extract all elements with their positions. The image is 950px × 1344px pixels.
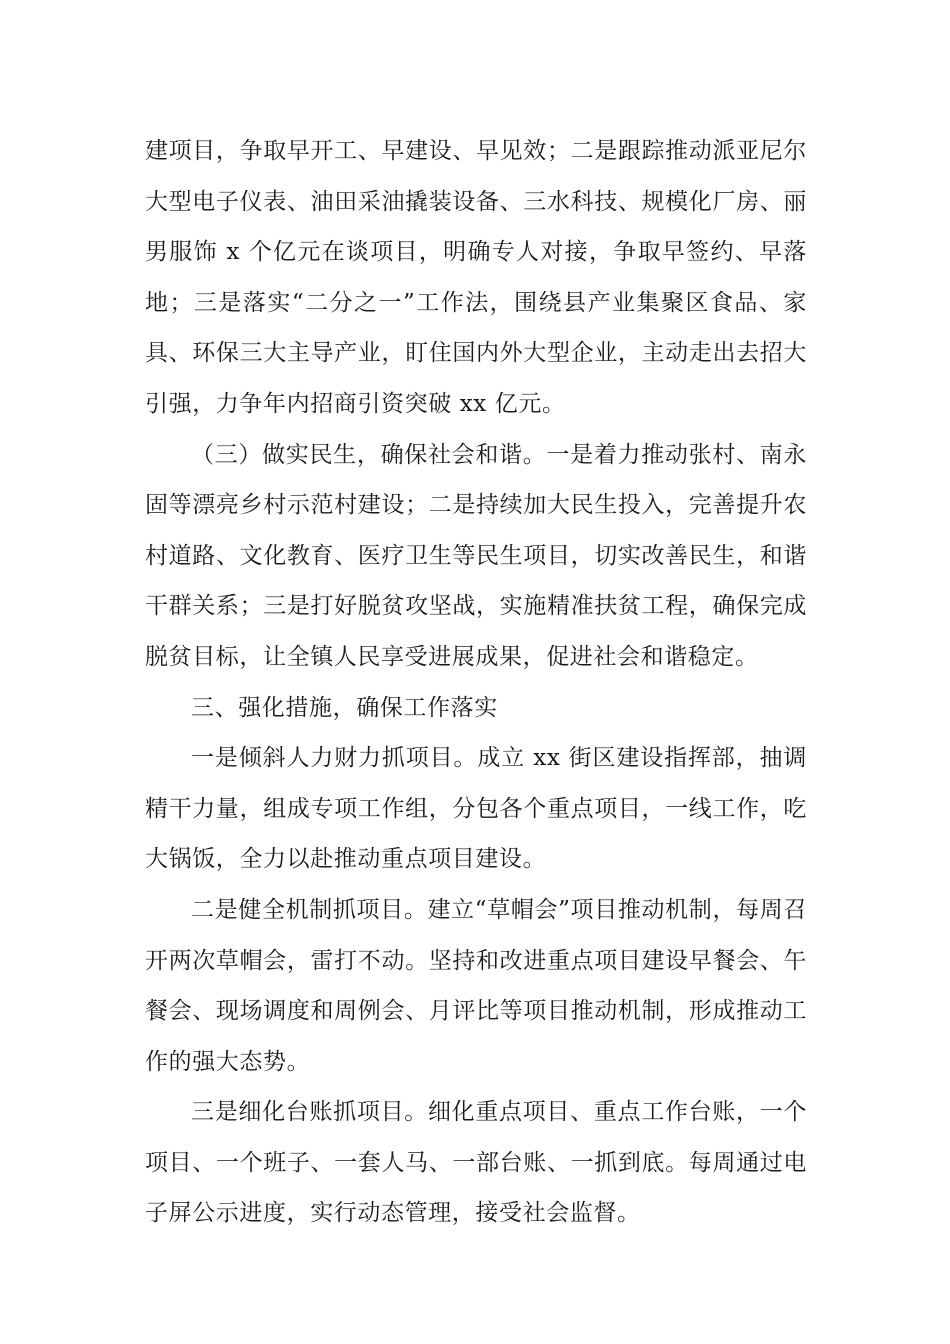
paragraph-continuation: 建项目，争取早开工、早建设、早见效；二是跟踪推动派亚尼尔大型电子仪表、油田采油撬装设备、三水科技、规模化厂房、丽男服饰 x 个亿元在谈项目，明确专人对接，争取早签约、早落地；三是落实“二分之一”工作法，围绕县产业集聚区食品、家具、环保三大主导产业，盯住国内外大型企业，主动走出去招大引强，力争年内招商引资突破 xx 亿元。 <box>145 138 807 417</box>
document-body <box>145 126 807 1239</box>
paragraph-ledger: 三是细化台账抓项目。细化重点项目、重点工作台账，一个项目、一个班子、一套人马、一部台账、一抓到底。每周通过电子屏公示进度，实行动态管理，接受社会监督。 <box>145 1099 807 1227</box>
paragraph-mechanism: 二是健全机制抓项目。建立“草帽会”项目推动机制，每周召开两次草帽会，雷打不动。坚持和改进重点项目建设早餐会、午餐会、现场调度和周例会、月评比等项目推动机制，形成推动工作的强大态势。 <box>145 896 807 1075</box>
section-heading-measures: 三、强化措施，确保工作落实 <box>191 694 498 721</box>
paragraph-manpower: 一是倾斜人力财力抓项目。成立 xx 街区建设指挥部，抽调精干力量，组成专项工作组，分包各个重点项目，一线工作，吃大锅饭，全力以赴推动重点项目建设。 <box>145 745 807 873</box>
paragraph-livelihood: （三）做实民生，确保社会和谐。一是着力推动张村、南永固等漂亮乡村示范村建设；二是持续加大民生投入，完善提升农村道路、文化教育、医疗卫生等民生项目，切实改善民生，和谐干群关系；三是打好脱贫攻坚战，实施精准扶贫工程，确保完成脱贫目标，让全镇人民享受进展成果，促进社会和谐稳定。 <box>145 441 807 670</box>
